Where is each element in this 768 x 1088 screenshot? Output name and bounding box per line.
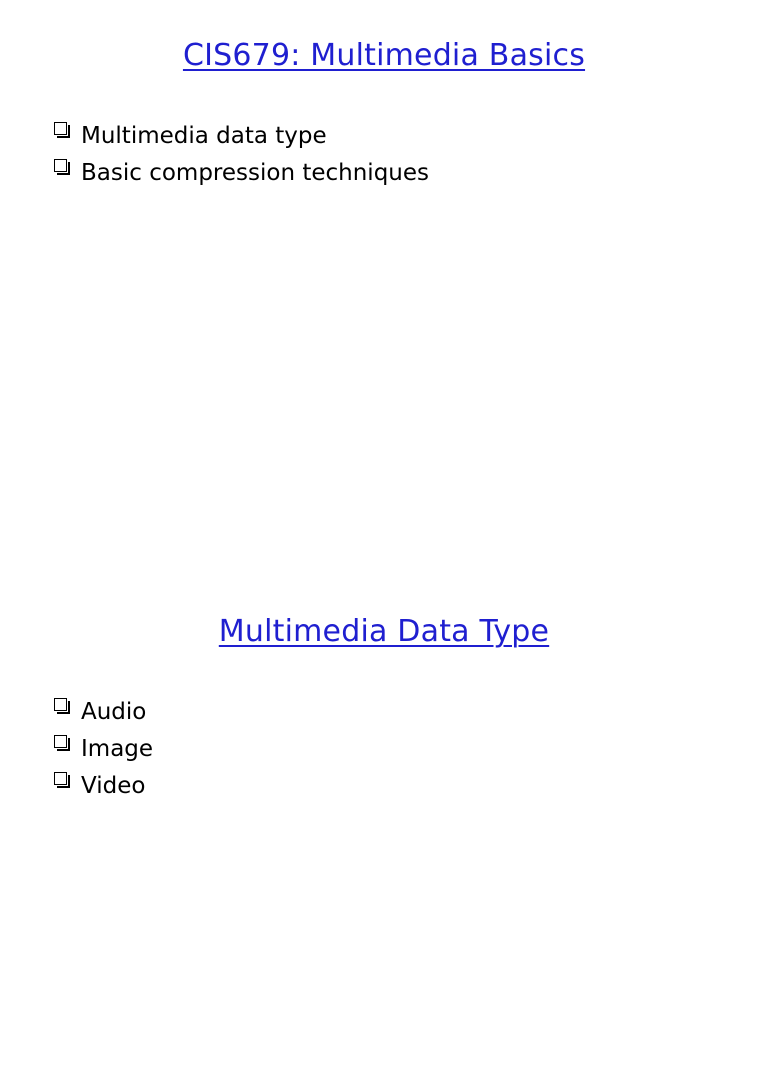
bullet-text: Image [81,735,154,762]
bullet-list [54,693,153,804]
bullet-text: Multimedia data type [81,122,327,149]
checkbox-icon [54,159,67,172]
checkbox-icon [54,122,67,135]
slide-title: CIS679: Multimedia Basics [182,38,586,73]
checkbox-icon [54,735,67,748]
list-item [54,693,153,730]
bullet-text: Basic compression techniques [81,159,430,186]
bullet-text: Video [81,772,146,799]
slide-2 [0,576,768,1088]
list-item [54,154,429,191]
checkbox-icon [54,772,67,785]
bullet-list [54,117,429,191]
slide-title: Multimedia Data Type [218,614,550,649]
list-item [54,117,429,154]
list-item [54,767,153,804]
checkbox-icon [54,698,67,711]
slide-1 [0,0,768,512]
bullet-text: Audio [81,698,147,725]
list-item [54,730,153,767]
